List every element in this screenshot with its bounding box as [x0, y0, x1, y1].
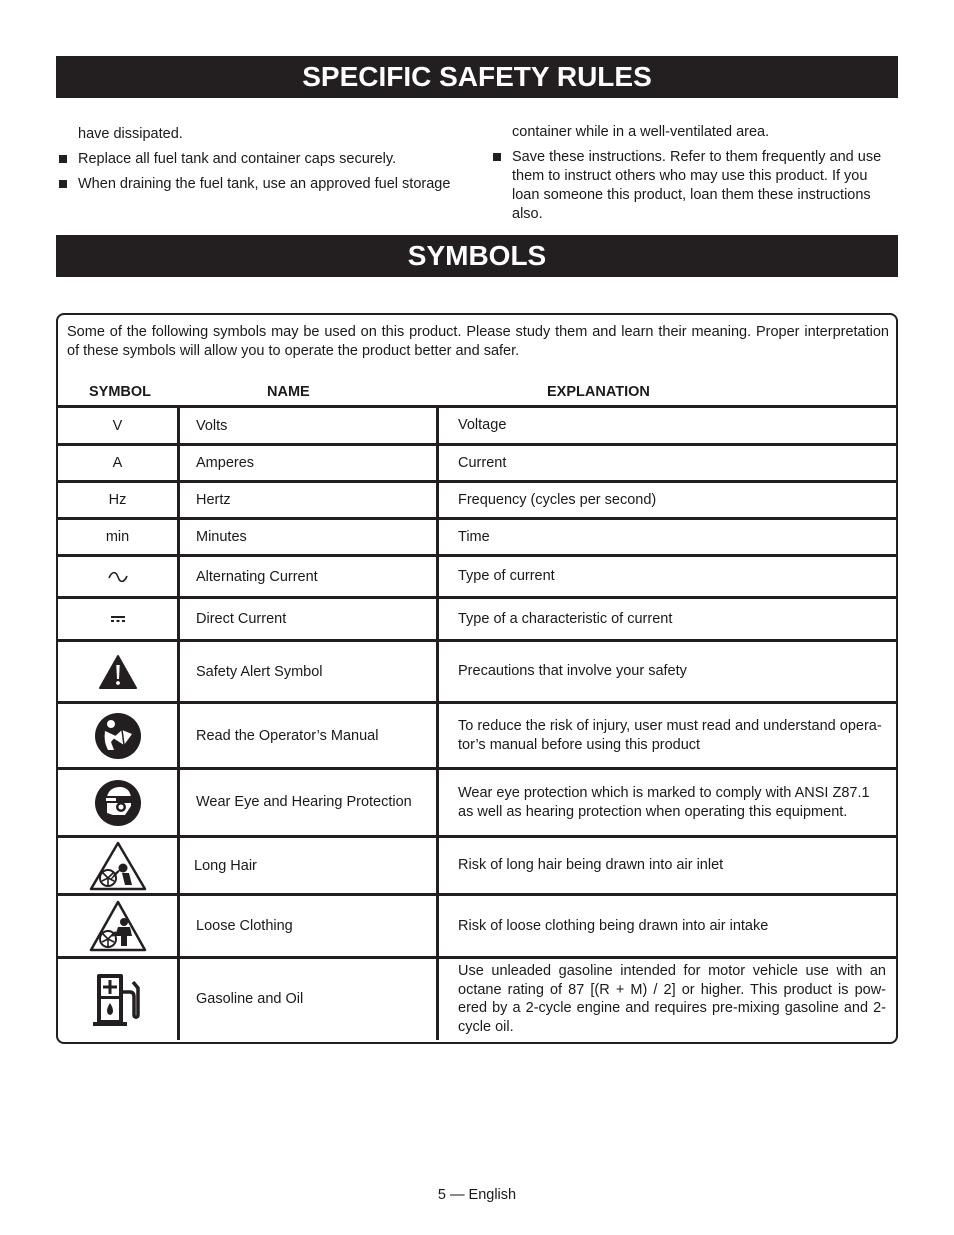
table-row	[58, 598, 896, 641]
table-row	[58, 895, 896, 958]
table-row	[58, 482, 896, 519]
symbol-cell	[58, 895, 179, 958]
name-cell: Read the Operator’s Manual	[179, 703, 438, 769]
eye-hearing-protection-icon	[94, 779, 142, 827]
explanation-cell: Risk of long hair being drawn into air inlet	[438, 837, 897, 895]
bullet-item: Replace all fuel tank and container caps securely.	[57, 150, 467, 169]
name-cell: Alternating Current	[179, 556, 438, 598]
name-cell: Hertz	[179, 482, 438, 519]
explanation-cell: Current	[438, 445, 897, 482]
symbol-cell	[58, 598, 179, 641]
symbol-cell	[58, 641, 179, 703]
right-column	[491, 123, 898, 224]
bullet-item: When draining the fuel tank, use an approved fuel storage	[57, 175, 467, 194]
safety-alert-icon	[98, 654, 138, 690]
direct-current-icon	[110, 615, 126, 623]
name-cell: Minutes	[179, 519, 438, 556]
column-header-symbol: SYMBOL	[89, 384, 152, 400]
page-footer: 5 — English	[437, 1187, 517, 1203]
explanation-cell: Precautions that involve your safety	[438, 641, 897, 703]
section-header-symbols: SYMBOLS	[56, 235, 898, 277]
name-cell: Wear Eye and Hearing Protection	[179, 769, 438, 837]
loose-clothing-warning-icon	[89, 900, 147, 952]
column-header-explanation: EXPLANATION	[547, 384, 650, 400]
read-manual-icon	[94, 712, 142, 760]
alternating-current-icon	[107, 570, 129, 584]
bullet-item: Save these instructions. Refer to them frequently and use them to instruct others who may use this product. If you loan someone this product, loan them these instructions also.	[491, 148, 898, 224]
table-row	[58, 641, 896, 703]
table-row	[58, 703, 896, 769]
continued-text: have dissipated.	[78, 126, 183, 142]
long-hair-warning-icon	[89, 841, 147, 891]
name-cell: Volts	[179, 407, 438, 445]
symbol-cell: Hz	[58, 482, 179, 519]
symbol-cell	[58, 958, 179, 1040]
explanation-cell: Risk of loose clothing being drawn into air intake	[438, 895, 897, 958]
fuel-pump-icon	[89, 970, 147, 1028]
explanation-cell: Voltage	[438, 407, 897, 445]
symbols-box	[56, 313, 898, 1044]
symbol-cell: min	[58, 519, 179, 556]
symbol-cell	[58, 703, 179, 769]
symbol-cell	[58, 556, 179, 598]
name-cell: Direct Current	[179, 598, 438, 641]
name-cell: Long Hair	[179, 837, 438, 895]
table-row	[58, 958, 896, 1040]
symbol-cell: A	[58, 445, 179, 482]
section-header-safety-rules: SPECIFIC SAFETY RULES	[56, 56, 898, 98]
explanation-cell: Time	[438, 519, 897, 556]
symbol-cell	[58, 769, 179, 837]
symbol-cell: V	[58, 407, 179, 445]
column-header-name: NAME	[267, 384, 310, 400]
continued-text: container while in a well-ventilated area.	[512, 124, 770, 140]
table-row	[58, 769, 896, 837]
name-cell: Amperes	[179, 445, 438, 482]
explanation-cell: Use unleaded gasoline intended for motor vehicle use with an octane rating of 87 [(R + M) / 2] or higher. This product is pow-ered by a 2-cycle engine and requires pre-mixing gasoline and 2-cycle oil.	[438, 958, 897, 1040]
explanation-cell: To reduce the risk of injury, user must read and understand opera-tor’s manual before using this product	[438, 703, 897, 769]
name-cell: Gasoline and Oil	[179, 958, 438, 1040]
explanation-cell: Wear eye protection which is marked to comply with ANSI Z87.1 as well as hearing protection when operating this equipment.	[438, 769, 897, 837]
table-row	[58, 837, 896, 895]
symbols-table	[58, 405, 896, 1040]
explanation-cell: Type of a characteristic of current	[438, 598, 897, 641]
table-row	[58, 556, 896, 598]
symbols-intro: Some of the following symbols may be used on this product. Please study them and learn their meaning. Proper interpretation of these symbols will allow you to operate the product better and safer.	[67, 324, 889, 359]
symbol-cell	[58, 837, 179, 895]
table-row	[58, 407, 896, 445]
explanation-cell: Type of current	[438, 556, 897, 598]
table-row	[58, 445, 896, 482]
explanation-cell: Frequency (cycles per second)	[438, 482, 897, 519]
name-cell: Loose Clothing	[179, 895, 438, 958]
table-row	[58, 519, 896, 556]
name-cell: Safety Alert Symbol	[179, 641, 438, 703]
left-column	[57, 125, 467, 194]
